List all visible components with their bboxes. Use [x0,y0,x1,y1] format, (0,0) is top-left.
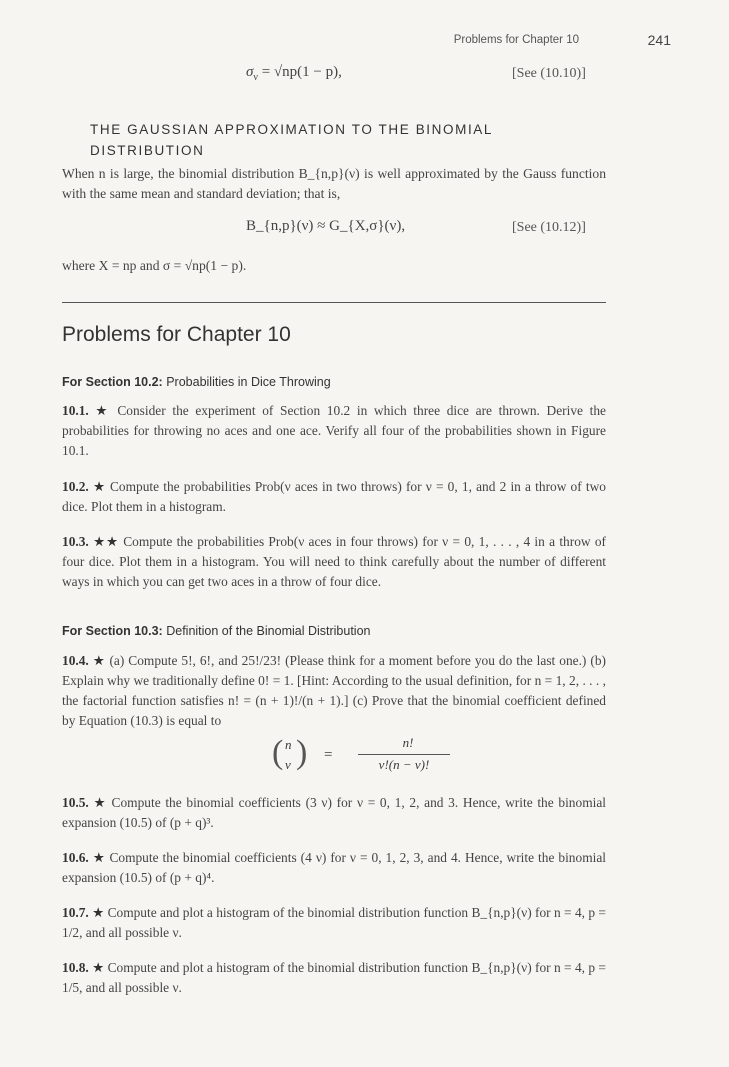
fraction-numerator: n! [402,735,414,750]
problem-10-1 [62,401,606,461]
problem-number: 10.7. [62,905,89,920]
problem-number: 10.4. [62,653,89,668]
binom-bottom: ν [285,757,291,772]
problem-text: Compute and plot a histogram of the binomial distribution function B_{n,p}(ν) for n = 4, p = 1/5, and all possible ν. [62,960,606,995]
problem-text: (a) Compute 5!, 6!, and 25!/23! (Please think for a moment before you do the last one.) (b) Explain why we traditionally define 0! = 1. [Hint: According to the usual definition, for n = 1, 2, . . . , the factorial function satisfies n! = (n + 1)!/(n + 1).] (c) Prove that the binomial coefficient defined by Equation (10.3) is equal to [62,653,606,728]
problem-number: 10.6. [62,850,89,865]
section-title: Definition of the Binomial Distribution [166,624,371,638]
gaussian-approx-text: When n is large, the binomial distribution B_{n,p}(ν) is well approximated by the Gauss function with the same mean and standard deviation; that is, [62,166,606,201]
equals-sign: = [324,747,333,763]
section-label: For Section 10.3: [62,624,163,638]
sigma-equation-ref: [See (10.10)] [512,66,586,81]
problem-number: 10.5. [62,795,89,810]
problem-10-8 [62,958,606,998]
sigma-symbol: σ [246,64,254,80]
problem-text: Compute the binomial coefficients (3 ν) for ν = 0, 1, 2, and 3. Hence, write the binomial expansion (10.5) of (p + q)³. [62,795,606,830]
problem-10-3 [62,532,606,592]
running-head: Problems for Chapter 10 [453,34,579,46]
problem-10-7 [62,903,606,943]
problem-10-4 [62,651,606,731]
gaussian-approx-equation-ref: [See (10.12)] [512,220,586,235]
difficulty-stars: ★★ [93,534,119,549]
difficulty-stars: ★ [92,960,105,975]
problem-text: Compute and plot a histogram of the binomial distribution function B_{n,p}(ν) for n = 4, p = 1/2, and all possible ν. [62,905,606,940]
page-number: 241 [647,32,671,48]
right-paren: ) [296,734,308,771]
difficulty-stars: ★ [95,403,111,418]
fraction-denominator: ν!(n − ν)! [378,757,430,772]
difficulty-stars: ★ [92,850,106,865]
problem-text: Compute the binomial coefficients (4 ν) for ν = 0, 1, 2, 3, and 4. Hence, write the binomial expansion (10.5) of (p + q)⁴. [62,850,606,885]
problem-text: Compute the probabilities Prob(ν aces in four throws) for ν = 0, 1, . . . , 4 in a throw of four dice. Plot them in a histogram. You will need to think carefully about the number of different ways in which you can get two aces in a throw of four dice. [62,534,606,589]
chapter-title: Problems for Chapter 10 [62,323,291,346]
problem-number: 10.3. [62,534,89,549]
left-paren: ( [272,734,284,771]
binomial-coefficient-equation [272,733,472,781]
sigma-subscript: ν [253,72,258,83]
section-heading-10-2 [62,375,331,389]
problem-text: Compute the probabilities Prob(ν aces in two throws) for ν = 0, 1, and 2 in a throw of two dice. Plot them in a histogram. [62,479,606,514]
difficulty-stars: ★ [93,795,107,810]
difficulty-stars: ★ [92,905,105,920]
section-label: For Section 10.2: [62,375,163,389]
section-divider [62,302,606,303]
fraction-bar [358,754,450,755]
difficulty-stars: ★ [92,653,106,668]
problem-10-2 [62,477,606,517]
problem-text: Consider the experiment of Section 10.2 in which three dice are thrown. Derive the probabilities for throwing no aces and one ace. Verify all four of the probabilities shown in Figure 10.1. [62,403,606,458]
problem-number: 10.2. [62,479,89,494]
problem-10-5 [62,793,606,833]
sigma-rhs: = √np(1 − p), [257,64,342,80]
problem-number: 10.1. [62,403,89,418]
problem-10-6 [62,848,606,888]
section-heading-10-3 [62,624,371,638]
gaussian-approx-where: where X = np and σ = √np(1 − p). [62,258,247,273]
section-title: Probabilities in Dice Throwing [166,375,331,389]
sigma-equation [246,64,342,83]
difficulty-stars: ★ [92,479,106,494]
binom-top: n [285,737,292,752]
problem-number: 10.8. [62,960,89,975]
gaussian-approx-heading: THE GAUSSIAN APPROXIMATION TO THE BINOMIAL DISTRIBUTION [90,122,493,158]
gaussian-approx-equation: B_{n,p}(ν) ≈ G_{X,σ}(ν), [246,218,406,234]
